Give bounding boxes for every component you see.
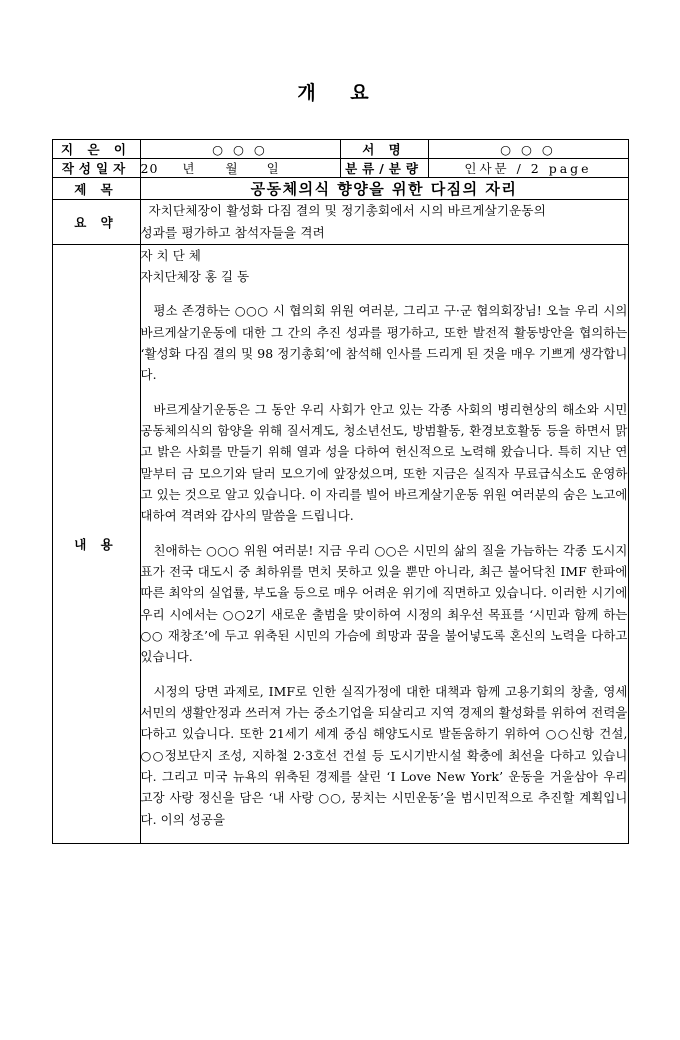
content-paragraph-3: 친애하는 ○○○ 위원 여러분! 지금 우리 ○○은 시민의 삶의 질을 가늠하는 각종 도시지표가 전국 대도시 중 최하위를 면치 못하고 있을 뿐만 아니라, 최근 불어닥친 IMF 한파에 따른 최악의 실업률, 부도율 등으로 매우 어려운 위기에 직면하고 있습니다. 이러한 시기에 우리 시에서는 ○○2기 새로운 출범을 맞이하여 시정의 최우선 목표를 ‘시민과 함께 하는 ○○ 재창조’에 두고 위축된 시민의 가슴에 희망과 꿈을 불어넣도록 혼신의 노력을 다하고 있습니다. [140, 542, 628, 665]
category-value[interactable]: 인사문 / 2 page [428, 159, 628, 178]
content-paragraph-2: 바르게살기운동은 그 동안 우리 사회가 안고 있는 각종 사회의 병리현상의 해소와 시민 공동체의식의 함양을 위해 질서계도, 청소년선도, 방범활동, 환경보호활동 등을 하면서 맑고 밝은 사회를 만들기 위해 열과 성을 다하여 헌신적으로 노력해 왔습니다. 특히 지난 연말부터 금 모으기와 달러 모으기에 앞장섰으며, 또한 지금은 실직자 무료급식소도 운영하고 있는 것으로 알고 있습니다. 이 자리를 빌어 바르게살기운동 위원 여러분의 숨은 노고에 대하여 격려와 감사의 말씀을 드립니다. [140, 401, 628, 524]
subject-value[interactable]: 공동체의식 향양을 위한 다짐의 자리 [140, 178, 628, 200]
table-row-subject [52, 178, 628, 200]
content-paragraph-1: 평소 존경하는 ○○○ 시 협의회 위원 여러분, 그리고 구·군 협의회장님! 오늘 우리 시의 바르게살기운동에 대한 그 간의 추진 성과를 평가하고, 또한 발전적 활동방안을 협의하는 ‘활성화 다짐 결의 및 98 정기총회’에 참석해 인사를 드리게 된 것을 매우 기쁘게 생각합니다. [140, 303, 628, 383]
date-day-unit: 일 [266, 161, 280, 176]
date-year: 20 [140, 161, 159, 176]
table-row-summary [52, 200, 628, 245]
table-row-date [52, 159, 628, 178]
summary-value[interactable] [140, 200, 628, 245]
overview-table [52, 139, 629, 844]
table-row-author [52, 140, 628, 159]
date-year-unit: 년 [182, 161, 196, 176]
summary-label: 요 약 [52, 200, 140, 245]
author-value[interactable]: ○ ○ ○ [140, 140, 340, 159]
subject-label: 제 목 [52, 178, 140, 200]
document-page [0, 78, 680, 1040]
summary-line-1: 자치단체장이 활성화 다짐 결의 및 정기총회에서 시의 바르게살기운동의 [148, 203, 546, 218]
category-label: 분류/분량 [340, 159, 428, 178]
date-value[interactable] [140, 159, 340, 178]
writer-value[interactable]: ○ ○ ○ [428, 140, 628, 159]
org-line-2: 자치단체장 홍 길 동 [140, 269, 250, 285]
page-title: 개 요 [297, 82, 383, 104]
content-body[interactable] [140, 244, 628, 843]
summary-line-2: 성과를 평가하고 참석자들을 격려 [140, 224, 325, 240]
content-paragraph-4: 시정의 당면 과제로, IMF로 인한 실직가정에 대한 대책과 함께 고용기회의 창출, 영세서민의 생활안정과 쓰러져 가는 중소기업을 되살리고 지역 경제의 활성화를 위하여 전력을 다하고 있습니다. 또한 21세기 세계 중심 해양도시로 발돋움하기 위하여 ○○신항 건설, ○○정보단지 조성, 지하철 2·3호선 건설 등 도시기반시설 확충에 최선을 다하고 있습니다. 그리고 미국 뉴욕의 위축된 경제를 살린 ‘I Love New York’ 운동을 거울삼아 우리 고장 사랑 정신을 담은 ‘내 사랑 ○○, 뭉치는 시민운동’을 범시민적으로 추진할 계획입니다. 이의 성공을 [140, 683, 628, 827]
content-label: 내 용 [52, 244, 140, 843]
date-month-unit: 월 [225, 161, 239, 176]
date-label: 작성일자 [52, 159, 140, 178]
table-row-content [52, 244, 628, 843]
writer-label: 서 명 [340, 140, 428, 159]
author-label: 지 은 이 [52, 140, 140, 159]
org-line-1: 자 치 단 체 [140, 247, 201, 263]
